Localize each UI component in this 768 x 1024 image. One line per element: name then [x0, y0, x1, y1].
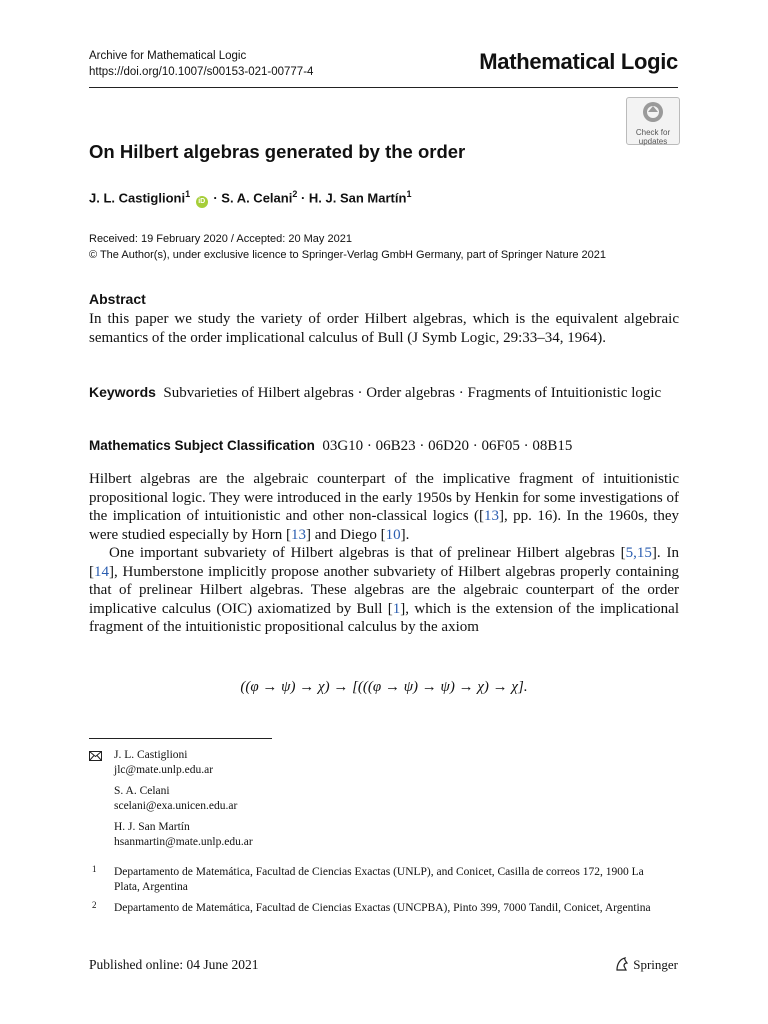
body-paragraph-1	[89, 470, 679, 544]
author-affiliation-mark: 2	[292, 189, 298, 199]
published-online: Published online: 04 June 2021	[89, 957, 259, 972]
contact-email[interactable]: jlc@mate.unlp.edu.ar	[114, 763, 214, 776]
citation-link[interactable]: 13	[483, 508, 499, 524]
body-text: ], which is the extension of the implicational fragment of the intuitionistic propositional calculus by the axiom	[89, 600, 679, 635]
abstract-text: In this paper we study the variety of order Hilbert algebras, which is the equivalent algebraic semantics of the order implicational calculus of Bull (J Symb Logic, 29:33–34, 1964).	[89, 311, 679, 346]
contact-name: J. L. Castiglioni	[114, 749, 188, 761]
author-separator: ·	[209, 190, 222, 206]
abstract-heading: Abstract	[89, 291, 146, 307]
author-affiliation-mark: 1	[185, 189, 191, 199]
citation-link[interactable]: 13	[291, 526, 307, 543]
affiliation-text: Departamento de Matemática, Facultad de Ciencias Exactas (UNLP), and Conicet, Casilla de correos 172, 1900 La Plata, Argentina	[114, 866, 644, 893]
body-paragraph-2	[89, 544, 679, 637]
msc-codes: 03G10 · 06B23 · 06D20 · 06F05 · 08B15	[322, 438, 573, 454]
check-updates-line1: Check for	[635, 128, 671, 137]
publisher-logo	[614, 956, 678, 973]
orcid-icon[interactable]: iD	[196, 196, 208, 208]
contact-email[interactable]: hsanmartin@mate.unlp.edu.ar	[114, 835, 253, 848]
body-text: Hilbert algebras are the algebraic counterpart of the implicative fragment of intuitionistic propositional logic. They were introduced in the early 1950s by Henkin for some investigations of the implication of intuitionistic and other non-classical logics ([	[89, 471, 679, 524]
contact-email[interactable]: scelani@exa.unicen.edu.ar	[114, 799, 238, 812]
publisher-name: Springer	[633, 957, 678, 972]
envelope-icon[interactable]	[89, 750, 102, 765]
check-updates-line2: updates	[638, 137, 668, 146]
check-for-updates-badge[interactable]	[626, 97, 680, 145]
author-name[interactable]: S. A. Celani	[221, 190, 293, 206]
body-text: ], Humberstone implicitly propose another subvariety of Hilbert algebras properly containing that of prelinear Hilbert algebras. These algebras are the algebraic counterpart of the order implicative calculus (OIC) axiomatized by Bull [	[89, 563, 679, 617]
body-text: One important subvariety of Hilbert algebras is that of prelinear Hilbert algebras [	[109, 545, 626, 561]
citation-link[interactable]: 10	[385, 526, 401, 543]
keywords-heading: Keywords	[89, 384, 156, 400]
article-dates	[89, 231, 606, 263]
citation-link[interactable]: 14	[94, 563, 109, 580]
contact-block	[114, 748, 253, 849]
copyright-line: © The Author(s), under exclusive licence to Springer-Verlag GmbH Germany, part of Springer Nature 2021	[89, 249, 606, 261]
doi-link[interactable]: https://doi.org/10.1007/s00153-021-00777-4	[89, 66, 314, 78]
display-formula: ((φ → ψ) → χ) → [(((φ → ψ) → ψ) → χ) → χ].	[240, 679, 528, 695]
journal-name-small: Archive for Mathematical Logic	[89, 50, 247, 62]
affiliation-number: 1	[92, 864, 97, 874]
body-text: ], pp. 16). In the 1960s, they were studied especially by Horn [	[89, 508, 680, 543]
header-divider	[89, 87, 678, 88]
affiliation-text: Departamento de Matemática, Facultad de Ciencias Exactas (UNCPBA), Pinto 399, 7000 Tandil, Conicet, Argentina	[114, 902, 651, 914]
author-affiliation-mark: 1	[406, 189, 412, 199]
msc-block	[89, 437, 679, 456]
keywords-text: Subvarieties of Hilbert algebras · Order algebras · Fragments of Intuitionistic logic	[163, 385, 662, 401]
body-text: ]. In [	[89, 545, 679, 580]
check-updates-icon	[642, 101, 664, 123]
contact-name: H. J. San Martín	[114, 821, 190, 833]
article-title: On Hilbert algebras generated by the order	[89, 141, 466, 162]
author-list	[89, 189, 411, 208]
journal-title: Mathematical Logic	[479, 49, 678, 74]
footnote-divider	[89, 738, 272, 739]
journal-header-info	[89, 48, 313, 80]
body-text: ].	[400, 526, 410, 543]
citation-link[interactable]: 5,15	[625, 545, 652, 561]
body-text: ] and Diego [	[306, 526, 386, 543]
keywords-block	[89, 383, 679, 403]
msc-heading: Mathematics Subject Classification	[89, 438, 315, 453]
author-name[interactable]: J. L. Castiglioni	[89, 190, 186, 206]
author-name[interactable]: H. J. San Martín	[308, 190, 407, 206]
affiliation-number: 2	[92, 900, 97, 910]
contact-name: S. A. Celani	[114, 785, 170, 797]
author-separator: ·	[297, 190, 309, 206]
citation-link[interactable]: 1	[392, 600, 401, 617]
springer-horse-icon	[614, 956, 630, 972]
received-accepted: Received: 19 February 2020 / Accepted: 20 May 2021	[89, 233, 352, 245]
